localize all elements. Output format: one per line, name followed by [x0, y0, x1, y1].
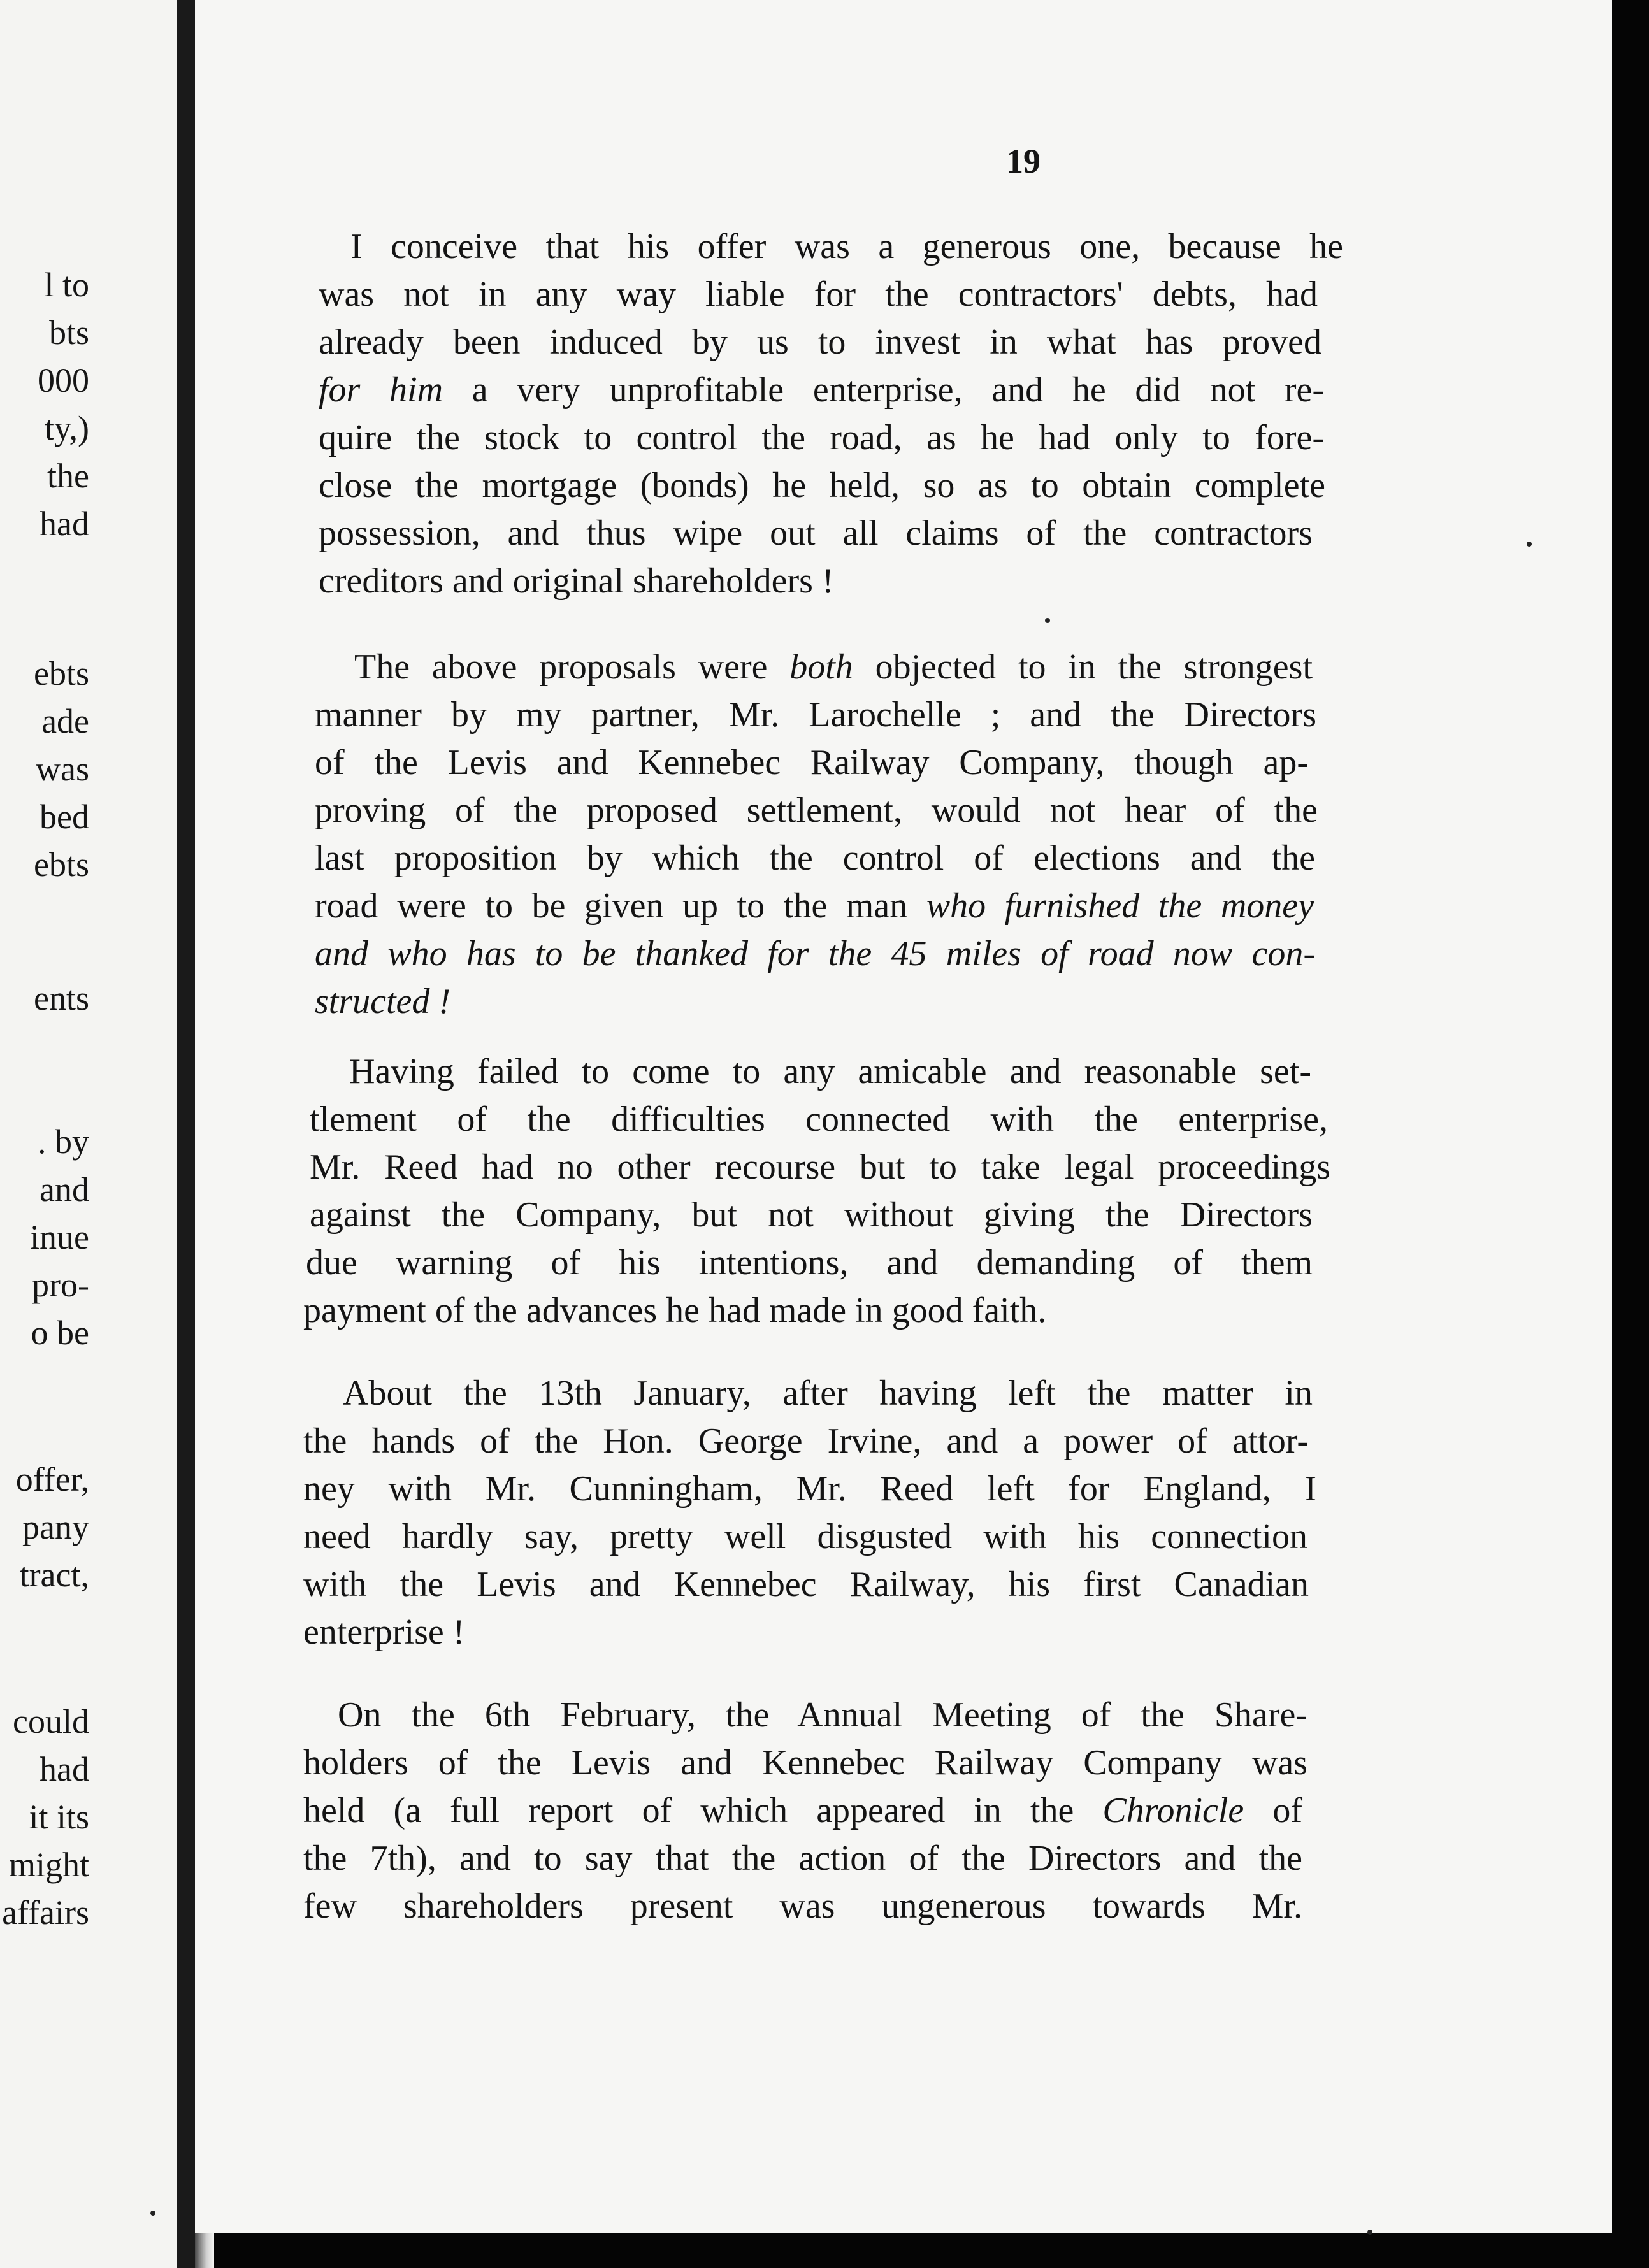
italic-text: both — [789, 647, 853, 687]
left-margin-fragment: ade — [41, 702, 89, 740]
body-text-line — [315, 835, 1315, 882]
body-text-line — [303, 1513, 1307, 1560]
text-run: against the Company, but not without giving the Directors — [310, 1195, 1313, 1235]
left-margin-fragment: had — [40, 1750, 89, 1788]
italic-text: who furnished the money — [926, 886, 1314, 926]
body-text-line — [319, 414, 1324, 461]
text-run: held (a full report of which appeared in the — [303, 1791, 1103, 1830]
body-text-line — [310, 1096, 1328, 1143]
text-run: ney with Mr. Cunningham, Mr. Reed left for England, I — [303, 1469, 1316, 1509]
left-margin-fragment: ents — [34, 979, 89, 1017]
text-run: of — [1244, 1791, 1302, 1830]
text-run: On the 6th February, the Annual Meeting of the Share- — [338, 1695, 1307, 1735]
text-run: possession, and thus wipe out all claims of the contractors — [319, 513, 1313, 553]
left-margin-fragment: the — [47, 457, 89, 495]
body-text-line — [303, 1287, 1203, 1334]
body-text-line — [303, 1787, 1302, 1834]
text-run: payment of the advances he had made in good faith. — [303, 1291, 1047, 1330]
left-margin-fragment: inue — [30, 1218, 89, 1256]
left-margin-fragment: could — [13, 1702, 89, 1740]
left-margin-fragment: o be — [31, 1314, 89, 1352]
left-margin-fragment: ebts — [34, 845, 89, 884]
body-text-line — [315, 882, 1314, 929]
body-text-line — [319, 271, 1318, 318]
text-run: was not in any way liable for the contractors' debts, had — [319, 275, 1318, 314]
left-margin-fragment: had — [40, 505, 89, 543]
left-margin-fragment: ebts — [34, 654, 89, 693]
text-run: Mr. Reed had no other recourse but to take legal proceedings — [310, 1147, 1330, 1187]
body-text-line — [315, 930, 1315, 977]
left-margin-fragment: 000 — [38, 361, 89, 399]
right-page — [195, 0, 1612, 2233]
left-margin-fragment: affairs — [2, 1893, 89, 1932]
left-margin-fragment: l to — [44, 266, 89, 304]
body-text-line — [319, 510, 1313, 557]
text-run: tlement of the difficulties connected with the enterprise, — [310, 1100, 1328, 1139]
italic-text: structed ! — [315, 982, 451, 1021]
body-text-line — [310, 1191, 1313, 1238]
body-text-line — [303, 1739, 1307, 1786]
text-run: of the Levis and Kennebec Railway Company, though ap- — [315, 743, 1309, 782]
body-text-line — [319, 557, 927, 605]
text-run: creditors and original shareholders ! — [319, 561, 834, 601]
left-margin-fragment: . by — [38, 1123, 89, 1161]
body-text-line — [349, 1048, 1311, 1095]
text-run: few shareholders present was ungenerous towards Mr. — [303, 1886, 1302, 1926]
body-text-line — [310, 1144, 1330, 1191]
body-text-line — [354, 643, 1313, 691]
scan-speck — [1367, 2230, 1372, 2235]
body-text-line — [319, 462, 1325, 509]
text-run: the 7th), and to say that the action of the Directors and the — [303, 1839, 1302, 1878]
left-margin-fragment: it its — [29, 1798, 89, 1836]
italic-text: Chronicle — [1102, 1791, 1244, 1830]
italic-text: and who has to be thanked for the 45 miles of road now con- — [315, 934, 1315, 973]
text-run: due warning of his intentions, and demanding of them — [306, 1243, 1313, 1282]
italic-text: for him — [319, 370, 443, 410]
body-text-line — [303, 1561, 1309, 1608]
body-text-line — [303, 1609, 483, 1656]
text-run: a very unprofitable enterprise, and he did not re- — [443, 370, 1325, 410]
body-text-line — [315, 739, 1309, 786]
body-text-line — [303, 1883, 1302, 1930]
body-text-line — [306, 1239, 1313, 1286]
text-run: road were to be given up to the man — [315, 886, 926, 926]
left-margin-fragment: bed — [40, 798, 89, 836]
text-run: holders of the Levis and Kennebec Railway Company was — [303, 1743, 1307, 1783]
text-run: I conceive that his offer was a generous one, because he — [350, 227, 1343, 266]
text-run: need hardly say, pretty well disgusted with his connection — [303, 1517, 1307, 1556]
left-margin-fragment: offer, — [15, 1460, 89, 1498]
text-run: already been induced by us to invest in what has proved — [319, 322, 1321, 362]
body-text-line — [319, 319, 1321, 366]
left-margin-fragment: was — [36, 750, 89, 788]
scan-speck — [1527, 542, 1532, 547]
text-run: manner by my partner, Mr. Larochelle ; and the Directors — [315, 695, 1316, 735]
scan-speck — [150, 2211, 155, 2216]
left-margin-fragment: tract, — [19, 1556, 89, 1594]
book-spine — [177, 0, 195, 2268]
page-number: 19 — [1006, 142, 1041, 180]
text-run: About the 13th January, after having left the matter in — [343, 1374, 1313, 1413]
left-margin-fragment: pro- — [32, 1266, 89, 1304]
left-margin-fragment: might — [8, 1846, 89, 1884]
body-text-line — [350, 223, 1343, 270]
text-run: The above proposals were — [354, 647, 790, 687]
text-run: last proposition by which the control of elections and the — [315, 838, 1315, 878]
scan-speck — [1045, 618, 1050, 623]
left-margin-fragment: bts — [48, 313, 89, 352]
text-run: objected to in the strongest — [853, 647, 1313, 687]
text-run: with the Levis and Kennebec Railway, his first Canadian — [303, 1565, 1309, 1604]
text-run: proving of the proposed settlement, would not hear of the — [315, 791, 1318, 830]
body-text-line — [315, 691, 1316, 738]
body-text-line — [303, 1465, 1316, 1512]
body-text-line — [315, 978, 455, 1025]
left-margin-fragment: and — [40, 1170, 89, 1209]
text-run: close the mortgage (bonds) he held, so as to obtain complete — [319, 466, 1325, 505]
body-text-line — [315, 787, 1318, 834]
left-page-edge — [0, 0, 177, 2268]
body-text-line — [343, 1370, 1313, 1417]
left-margin-fragment: pany — [22, 1508, 89, 1546]
text-run: the hands of the Hon. George Irvine, and a power of attor- — [303, 1421, 1309, 1461]
body-text-line — [303, 1835, 1302, 1882]
text-run: quire the stock to control the road, as he had only to fore- — [319, 418, 1324, 457]
text-run: Having failed to come to any amicable and reasonable set- — [349, 1052, 1311, 1091]
body-text-line — [303, 1418, 1309, 1465]
body-text-line — [338, 1691, 1307, 1739]
left-margin-fragment: ty,) — [45, 409, 89, 447]
body-text-line — [319, 366, 1324, 413]
text-run: enterprise ! — [303, 1612, 465, 1652]
